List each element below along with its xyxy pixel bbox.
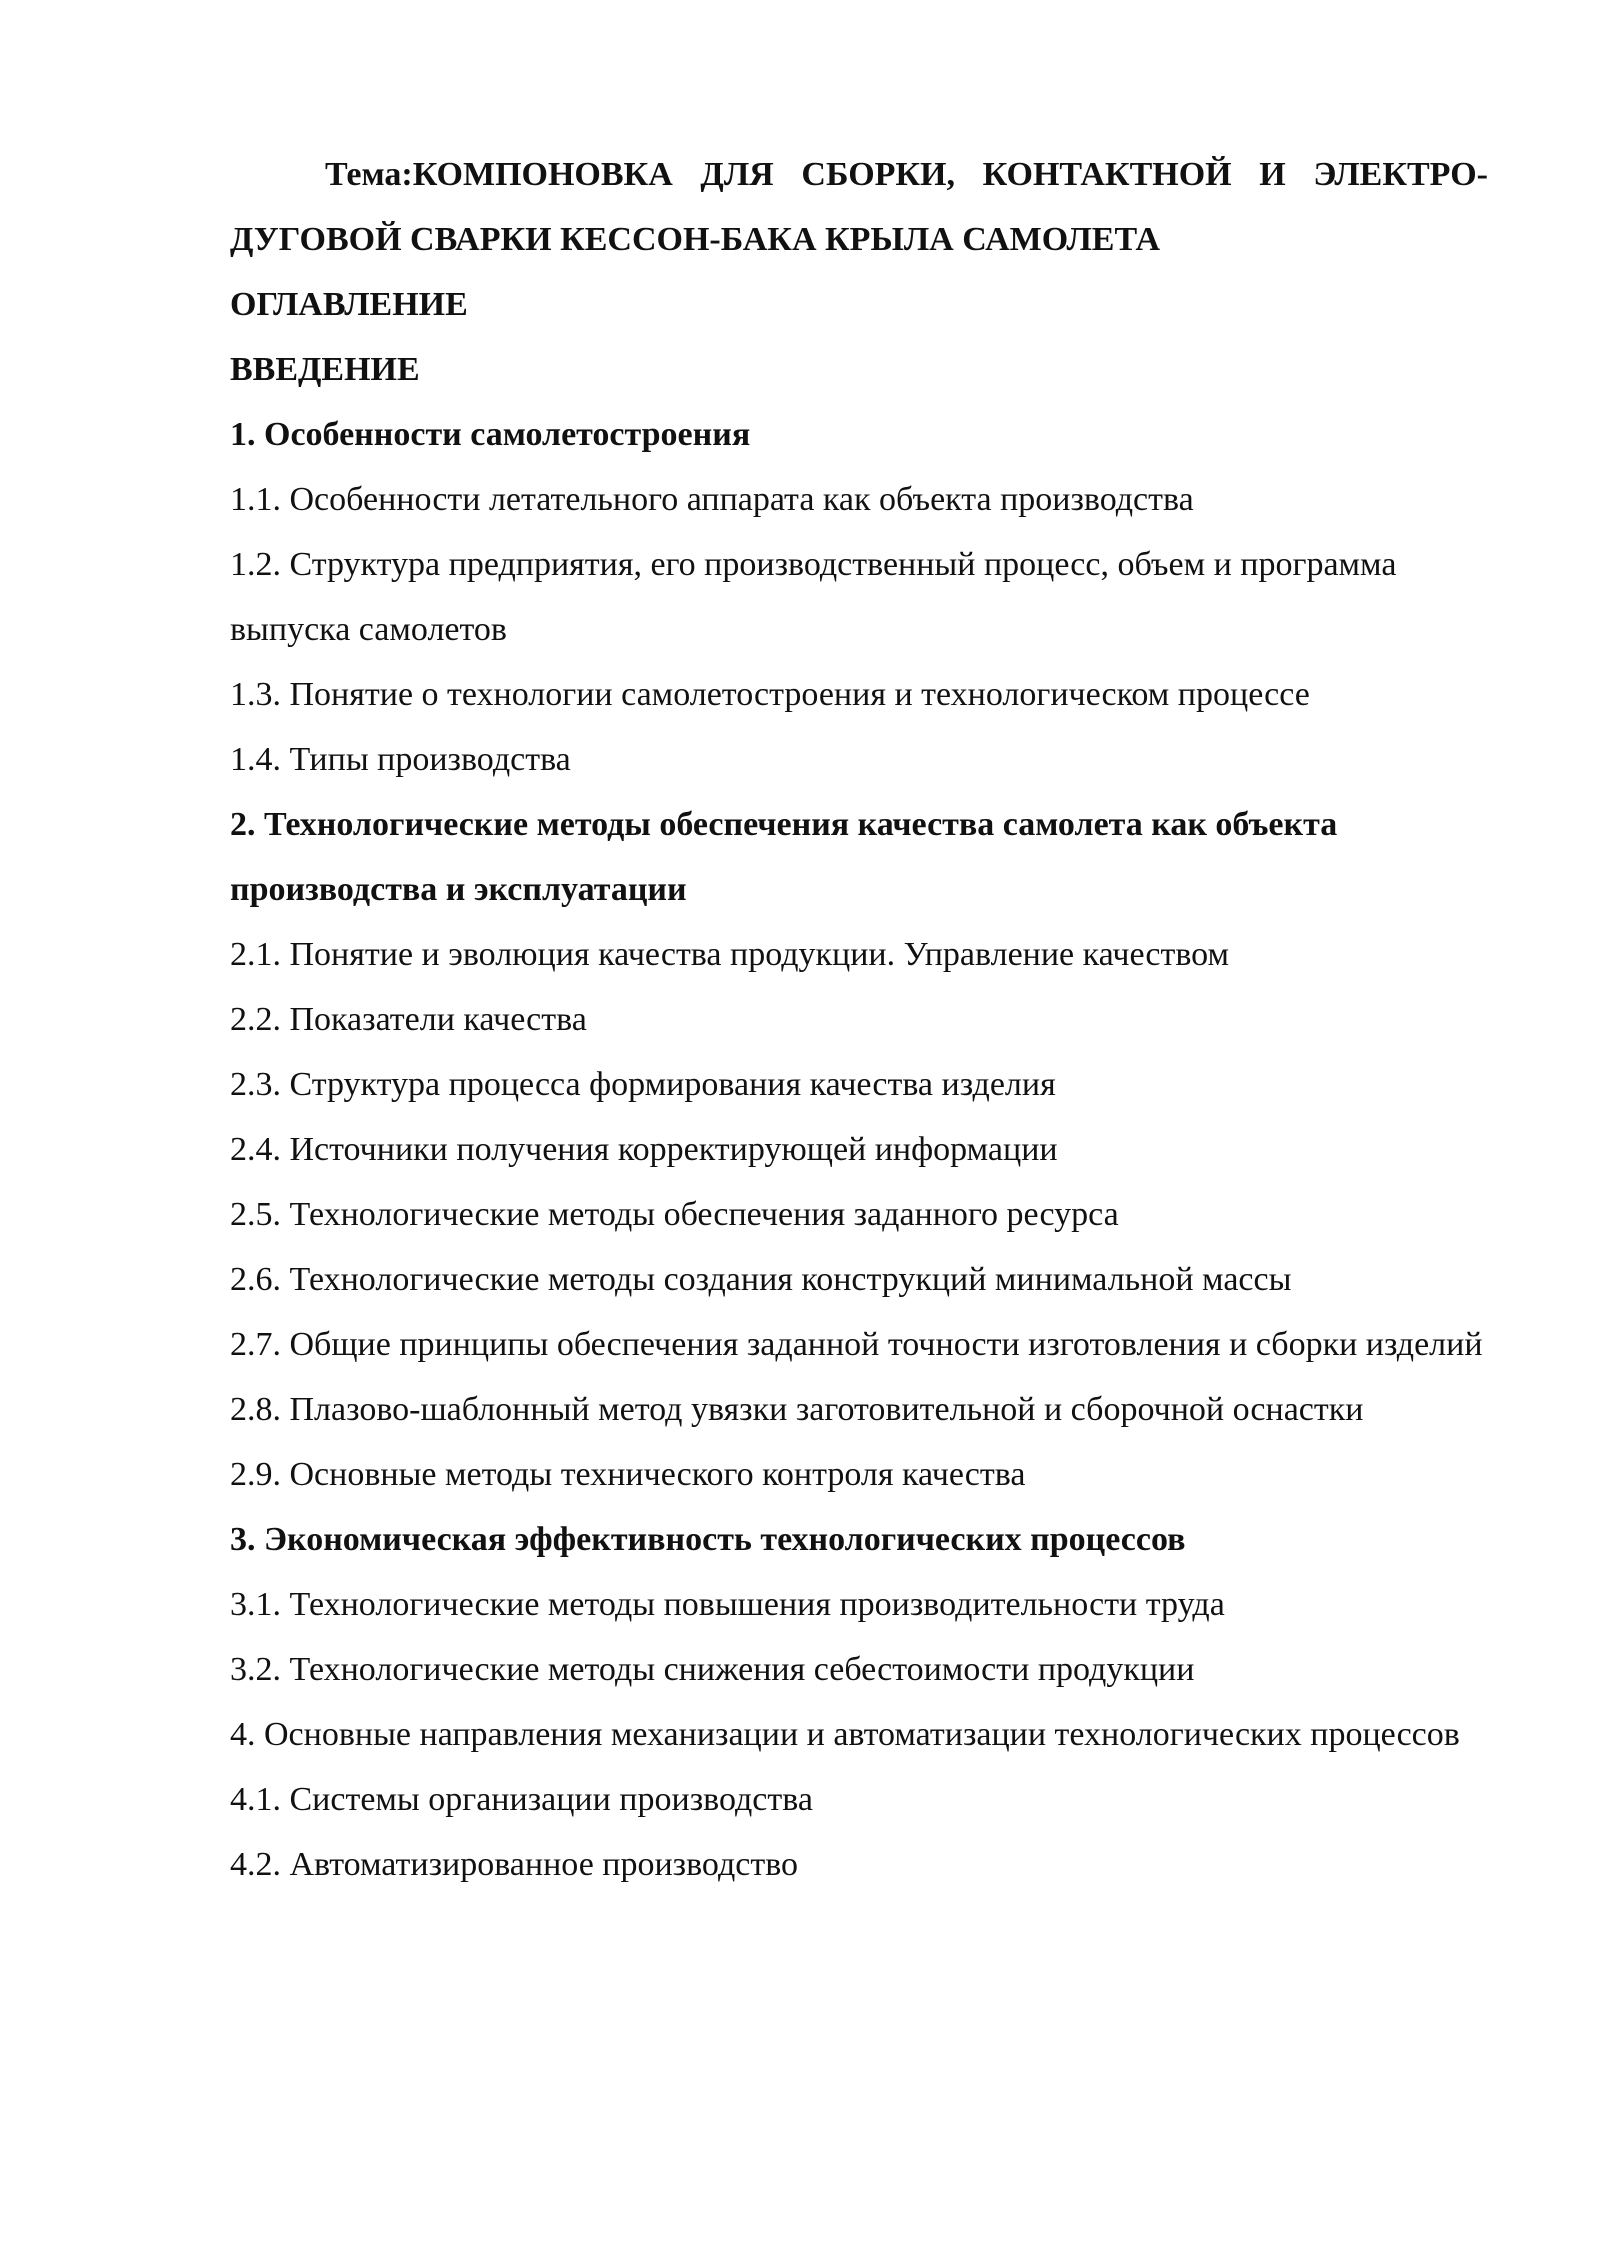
toc-entry: 2.5. Технологические методы обеспечения заданного ресурса [230, 1196, 1119, 1233]
toc-entry: 2.7. Общие принципы обеспечения заданной точности изготовления и сборки изделий [230, 1326, 1483, 1363]
intro-heading: ВВЕДЕНИЕ [230, 351, 420, 388]
toc-entry: 1.3. Понятие о технологии самолетостроения и технологическом процессе [230, 676, 1310, 713]
toc-entry: 3.1. Технологические методы повышения производительности труда [230, 1586, 1225, 1623]
toc-entry: 2.4. Источники получения корректирующей информации [230, 1131, 1058, 1168]
toc-list [230, 402, 1488, 1897]
toc-entry: 3.2. Технологические методы снижения себестоимости продукции [230, 1651, 1195, 1688]
toc-entry: 4.1. Системы организации производства [230, 1781, 813, 1818]
toc-entry: 2.3. Структура процесса формирования качества изделия [230, 1066, 1056, 1103]
toc-entry: 4. Основные направления механизации и автоматизации технологических процессов [230, 1716, 1460, 1753]
title-text: КОМПОНОВКА ДЛЯ СБОРКИ, КОНТАКТНОЙ И ЭЛЕКТРО-ДУГОВОЙ СВАРКИ КЕССОН-БАКА КРЫЛА САМОЛЕТА [230, 156, 1488, 258]
toc-entry: 1.2. Структура предприятия, его производственный процесс, объем и программа выпуска самолетов [230, 546, 1397, 648]
toc-entry: 2.6. Технологические методы создания конструкций минимальной массы [230, 1261, 1292, 1298]
document-page [230, 142, 1488, 1897]
toc-entry: 3. Экономическая эффективность технологических процессов [230, 1521, 1186, 1558]
toc-entry: 4.2. Автоматизированное производство [230, 1846, 799, 1883]
toc-entry: 2.9. Основные методы технического контроля качества [230, 1456, 1026, 1493]
toc-entry: 1.4. Типы производства [230, 741, 571, 778]
document-title [230, 142, 1488, 272]
toc-entry: 2.1. Понятие и эволюция качества продукции. Управление качеством [230, 936, 1230, 973]
toc-entry: 2.8. Плазово-шаблонный метод увязки заготовительной и сборочной оснастки [230, 1391, 1364, 1428]
toc-entry: 2.2. Показатели качества [230, 1001, 587, 1038]
toc-entry: 2. Технологические методы обеспечения качества самолета как объекта производства и эксплуатации [230, 806, 1338, 908]
title-prefix: Тема: [325, 156, 413, 193]
toc-entry: 1. Особенности самолетостроения [230, 416, 751, 453]
toc-heading: ОГЛАВЛЕНИЕ [230, 286, 468, 323]
toc-entry: 1.1. Особенности летательного аппарата как объекта производства [230, 481, 1194, 518]
